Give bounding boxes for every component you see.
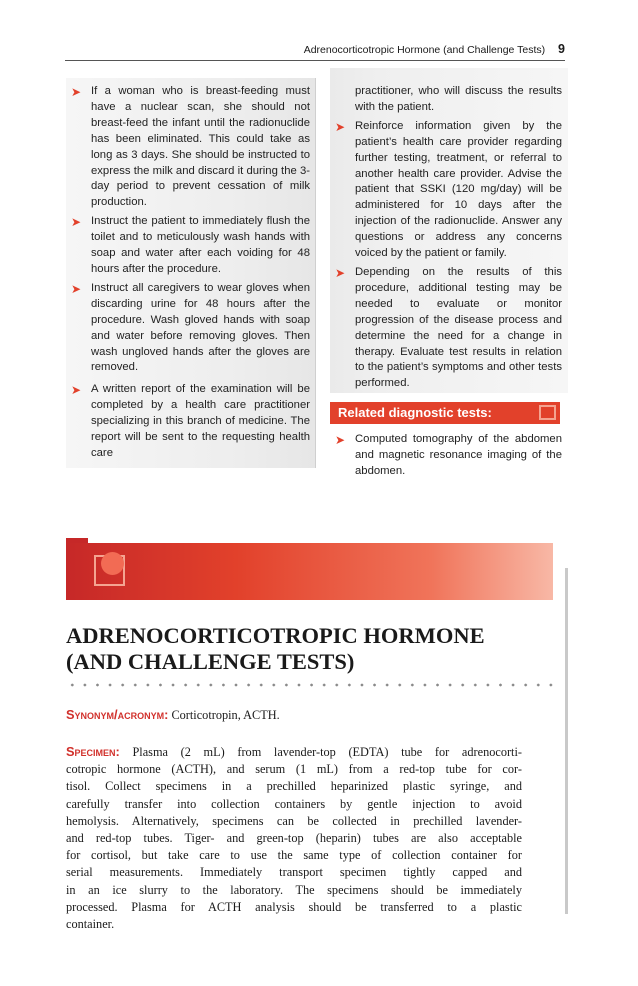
right-column xyxy=(330,68,562,392)
related-tests-list xyxy=(330,432,562,480)
specimen-line: in an ice slurry to the laboratory. The specimens should be immediately xyxy=(66,882,522,897)
specimen-line: carefully transfer into collection containers by gentle injection to avoid xyxy=(66,796,522,811)
bullet-text: Depending on the results of this procedure, additional testing may be needed to evaluate or monitor progression of the disease process and determine the need for a change in therapy. Evaluate test results in relation to the patient’s symptoms and other tests performed. xyxy=(355,265,562,390)
continued-text: practitioner, who will discuss the results with the patient. xyxy=(355,85,562,113)
arrow-bullet-icon: ➤ xyxy=(335,119,346,134)
specimen-line: hemolysis. Alternatively, specimens can be collected in prechilled lavender- xyxy=(66,813,522,828)
bullet-text: If a woman who is breast-feeding must have a nuclear scan, she should not breast-feed the infant until the radionuclide has been eliminated. This could take as long as 3 days. She should be instructed to express the milk and discard it during the 3-day period to prevent cessation of milk production. xyxy=(91,85,310,209)
arrow-bullet-icon: ➤ xyxy=(335,265,346,280)
specimen-line: processed. Plasma for ACTH analysis should be transferred to a plastic xyxy=(66,899,522,914)
heading-square-icon xyxy=(539,405,556,420)
running-title: Adrenocorticotropic Hormone (and Challenge Tests) xyxy=(303,44,546,56)
entry-title-line: ADRENOCORTICOTROPIC HORMONE xyxy=(66,623,485,648)
banner-circle-icon xyxy=(101,552,124,575)
arrow-bullet-icon: ➤ xyxy=(71,85,82,99)
bullet-item xyxy=(66,382,310,462)
bullet-item xyxy=(66,84,310,211)
arrow-bullet-icon: ➤ xyxy=(71,215,82,230)
bullet-text: Computed tomography of the abdomen and magnetic resonance imaging of the abdomen. xyxy=(355,433,562,477)
synonym-label: Synonym/acronym: xyxy=(66,707,169,722)
arrow-bullet-icon: ➤ xyxy=(71,383,82,398)
page-number: 9 xyxy=(558,42,565,56)
specimen-line: cotropic hormone (ACTH), and serum (1 mL) from a red-top tube for cor- xyxy=(66,762,522,777)
arrow-bullet-icon: ➤ xyxy=(335,433,346,447)
specimen-line: serial measurements. Immediately transport specimen tightly capped and xyxy=(66,865,522,880)
bullet-text: A written report of the examination will be completed by a health care practitioner specializing in this branch of medicine. The report will be sent to the requesting health care xyxy=(91,383,310,459)
bullet-text: Reinforce information given by the patient’s health care provider regarding further testing, treatment, or referral to another health care provider. Advise the patient that SSKI (120 mg/day) will be administered for 10 days after the injection of the radionuclide. Answer any questions or address any concerns voiced by the patient or family. xyxy=(355,119,562,260)
bullet-item xyxy=(330,265,562,392)
specimen-line: Specimen: Plasma (2 mL) from lavender-top (EDTA) tube for adrenocorti- xyxy=(66,744,522,759)
specimen-line: for cortisol, but take care to use the same type of collection container for xyxy=(66,848,522,863)
specimen-label: Specimen: xyxy=(66,744,120,759)
bullet-item xyxy=(66,214,310,278)
bullet-text: Instruct all caregivers to wear gloves when discarding urine for 48 hours after the procedure. Wash gloved hands with soap and water before removing gloves. Then wash ungloved hands after the gloves are removed. xyxy=(91,281,310,374)
specimen-paragraph xyxy=(66,743,522,933)
related-tests-heading xyxy=(330,402,560,424)
bullet-item xyxy=(66,281,310,376)
bullet-text: Instruct the patient to immediately flush the toilet and to meticulously wash hands with soap and water after each voiding for 48 hours after the procedure. xyxy=(91,215,310,275)
bullet-item xyxy=(330,432,562,480)
specimen-line: and red-top tubes. Tiger- and green-top (heparin) tubes are also acceptable xyxy=(66,831,522,846)
running-header xyxy=(0,42,565,56)
arrow-bullet-icon: ➤ xyxy=(71,281,82,296)
bullet-item xyxy=(330,119,562,262)
synonym-paragraph xyxy=(66,706,522,724)
left-column xyxy=(66,68,310,462)
specimen-line: tisol. Collect specimens in a prechilled heparinized plastic syringe, and xyxy=(66,779,522,794)
left-column-rule xyxy=(315,78,316,468)
header-rule xyxy=(65,60,565,61)
section-banner xyxy=(66,543,553,600)
specimen-line: container. xyxy=(66,917,115,932)
dotted-divider xyxy=(66,683,556,687)
section-margin-rule xyxy=(565,568,568,914)
entry-title xyxy=(66,623,546,675)
synonym-text: Corticotropin, ACTH. xyxy=(171,708,280,722)
related-tests-heading-text: Related diagnostic tests: xyxy=(338,405,492,420)
entry-title-line: (AND CHALLENGE TESTS) xyxy=(66,649,355,674)
